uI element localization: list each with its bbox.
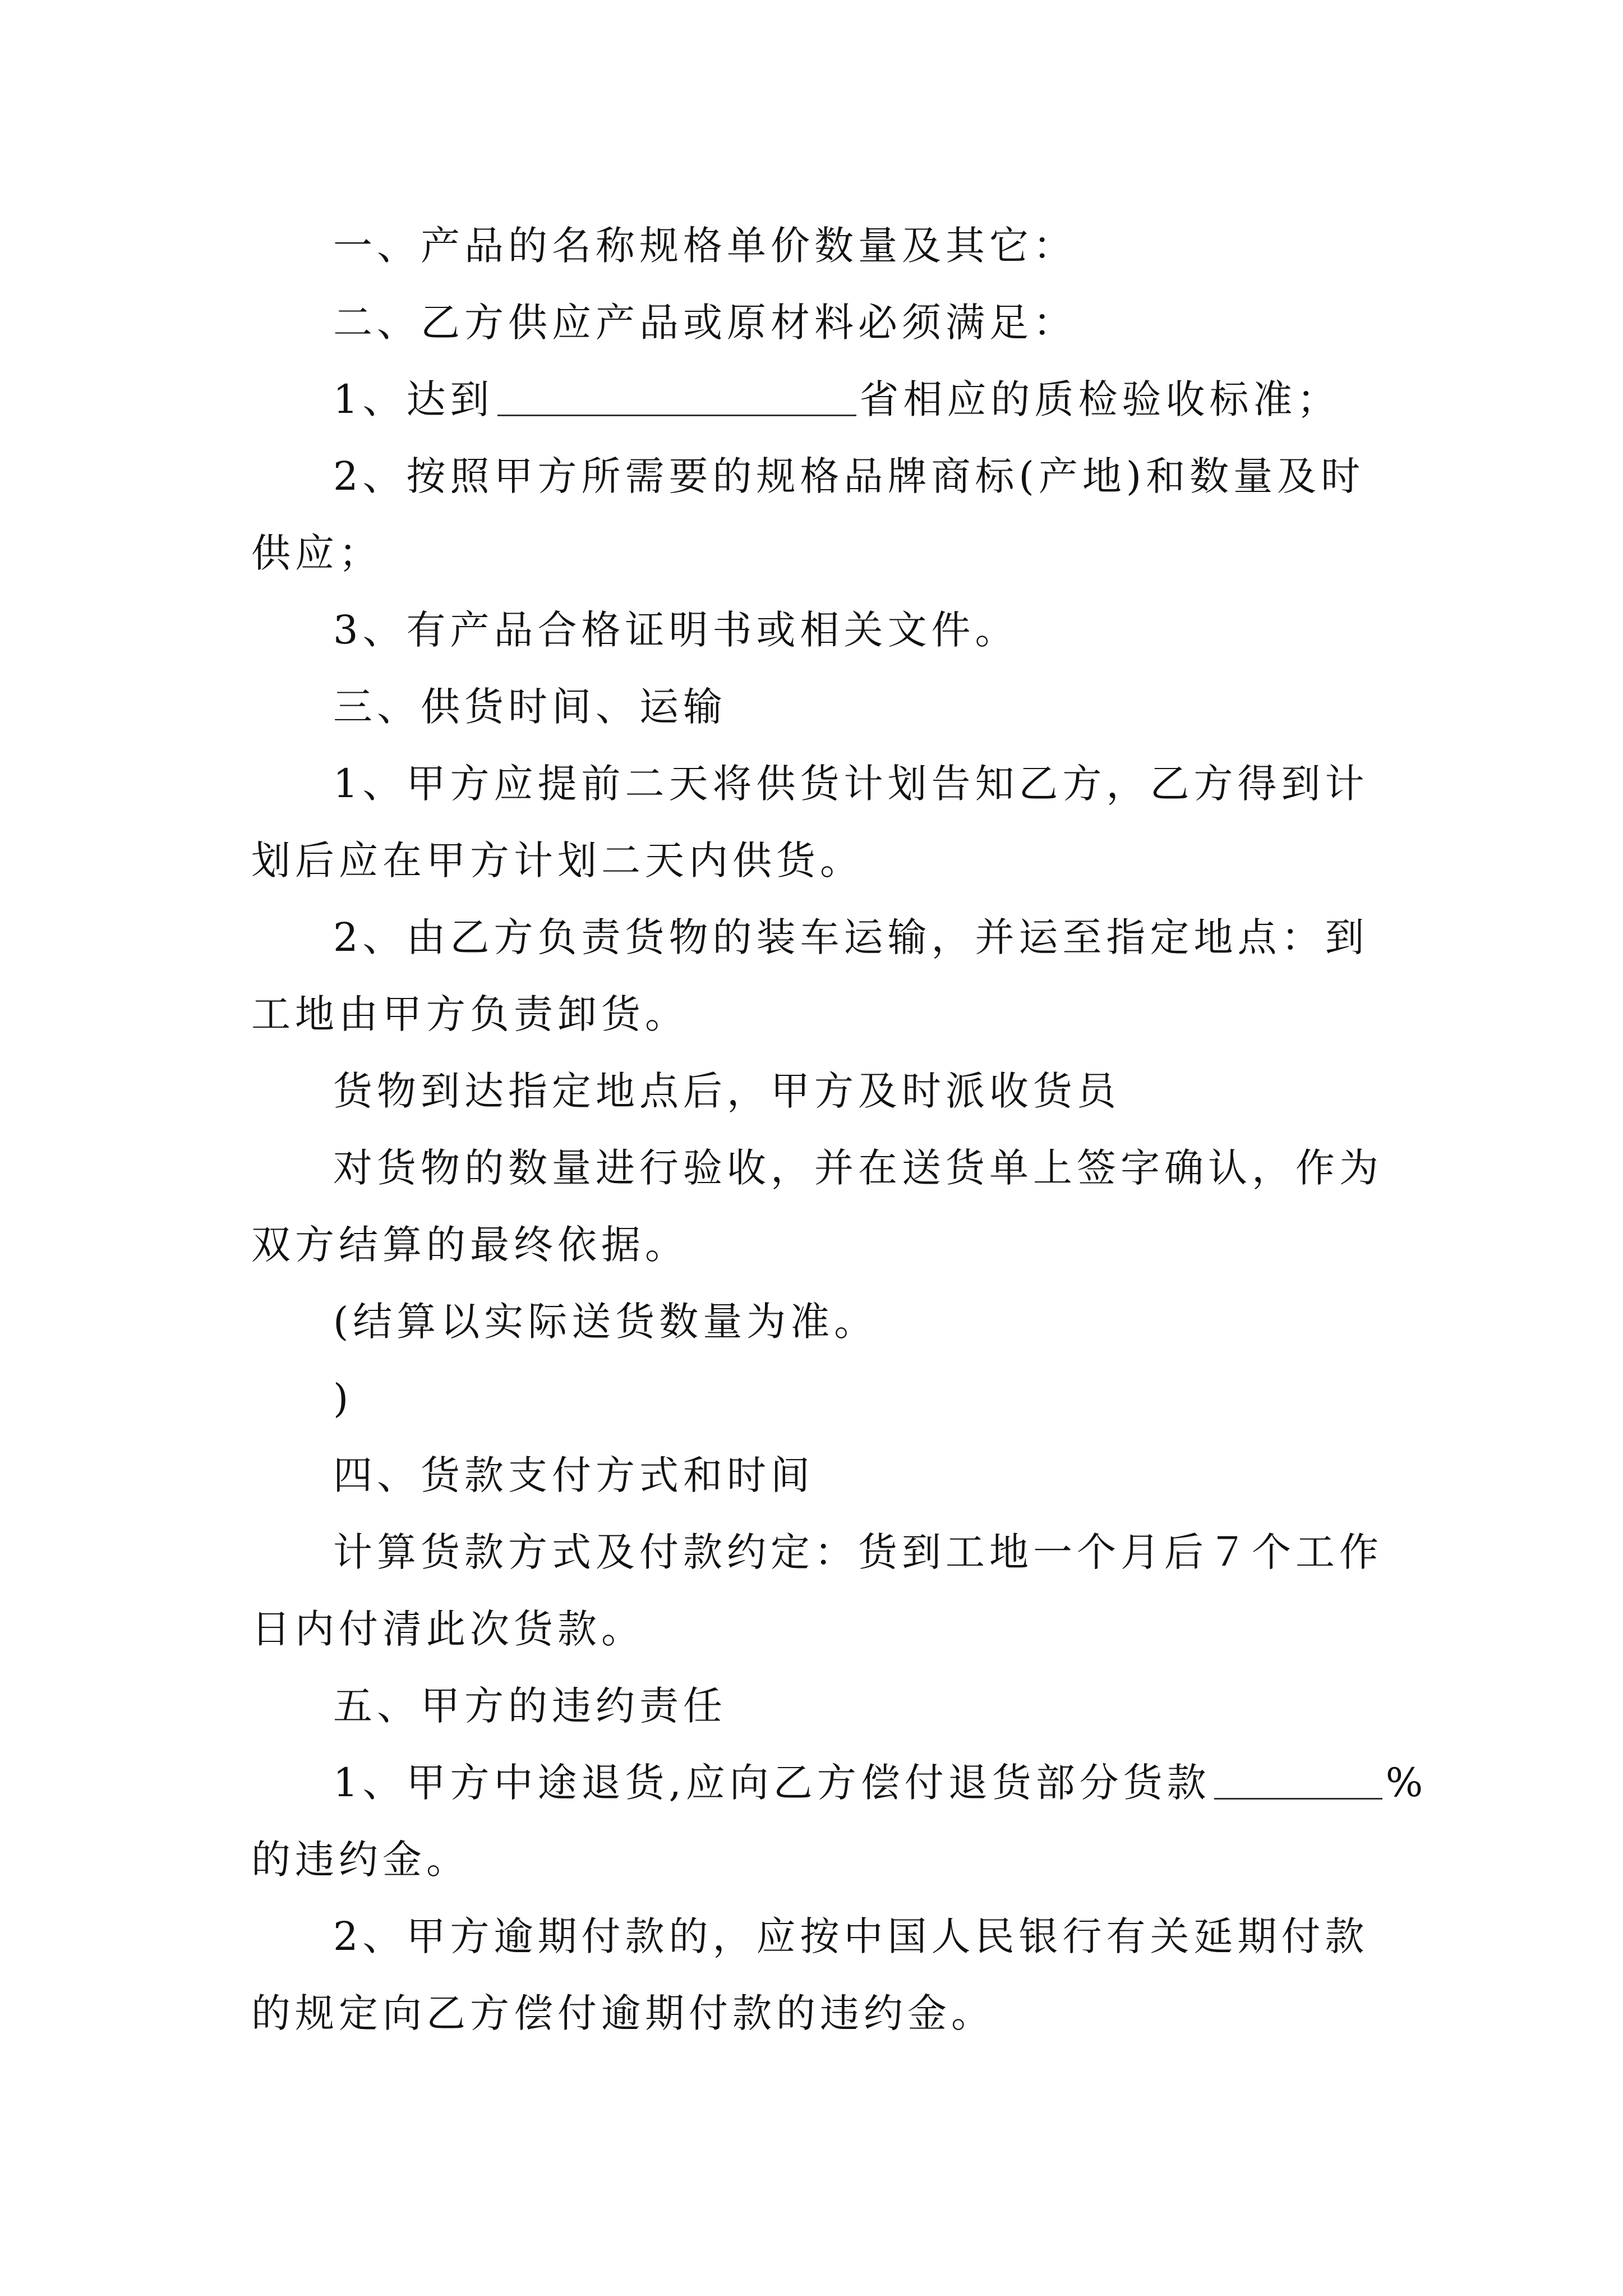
paragraph-settlement-note-close: ) <box>333 1375 353 1421</box>
clause-5-1-continued: 的违约金。 <box>251 1837 470 1883</box>
paragraph-quantity-check-continued: 双方结算的最终依据。 <box>251 1222 689 1268</box>
section-heading-5: 五、甲方的违约责任 <box>333 1683 727 1729</box>
clause-2-1-after: 省相应的质检验收标准； <box>859 376 1341 422</box>
clause-3-2-continued: 工地由甲方负责卸货。 <box>251 991 689 1037</box>
clause-4-payment-continued: 日内付清此次货款。 <box>251 1606 645 1652</box>
clause-2-1 <box>251 361 1383 438</box>
clause-3-1: 1、甲方应提前二天将供货计划告知乙方，乙方得到计 <box>333 761 1369 807</box>
clause-2-2-continued: 供应； <box>251 530 382 576</box>
clause-3-2: 2、由乙方负责货物的装车运输，并运至指定地点：到 <box>333 914 1369 960</box>
clause-3-1-continued: 划后应在甲方计划二天内供货。 <box>251 838 864 884</box>
clause-4-payment: 计算货款方式及付款约定：货到工地一个月后７个工作 <box>333 1529 1383 1575</box>
paragraph-delivery-receipt: 货物到达指定地点后，甲方及时派收货员 <box>333 1068 1121 1114</box>
clause-2-1-before: 1、达到 <box>333 376 494 422</box>
clause-5-1-before: 1、甲方中途退货,应向乙方偿付退货部分货款 <box>333 1760 1211 1806</box>
clause-5-1-after: % <box>1385 1760 1428 1806</box>
clause-2-2: 2、按照甲方所需要的规格品牌商标(产地)和数量及时 <box>333 453 1365 499</box>
clause-2-3: 3、有产品合格证明书或相关文件。 <box>333 607 1019 653</box>
clause-5-1 <box>251 1745 1428 1821</box>
penalty-percent-blank-field[interactable] <box>1214 1759 1382 1800</box>
paragraph-quantity-check: 对货物的数量进行验收，并在送货单上签字确认，作为 <box>333 1145 1383 1191</box>
section-heading-3: 三、供货时间、运输 <box>333 684 727 730</box>
document-body <box>251 208 1428 2052</box>
paragraph-settlement-note: (结算以实际送货数量为准。 <box>333 1299 878 1345</box>
clause-5-2: 2、甲方逾期付款的，应按中国人民银行有关延期付款 <box>333 1913 1369 1959</box>
section-heading-1: 一、产品的名称规格单价数量及其它： <box>333 223 1077 269</box>
section-heading-4: 四、货款支付方式和时间 <box>333 1452 814 1498</box>
province-blank-field[interactable] <box>497 375 856 416</box>
clause-5-2-continued: 的规定向乙方偿付逾期付款的违约金。 <box>251 1990 995 2036</box>
section-heading-2: 二、乙方供应产品或原材料必须满足： <box>333 300 1077 346</box>
